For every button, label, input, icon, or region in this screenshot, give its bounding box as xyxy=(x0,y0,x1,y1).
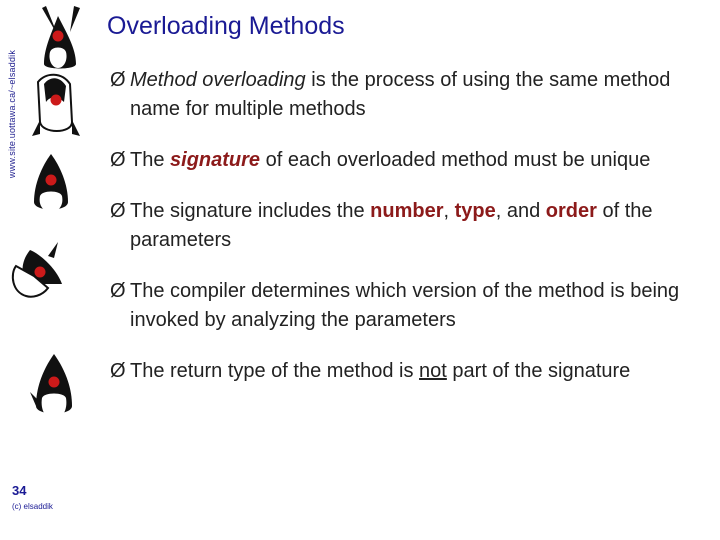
bullet-text: part of the signature xyxy=(446,360,631,382)
duke-mascot-standing-icon xyxy=(26,150,76,218)
bullet-text: is the process of using the same method name for multiple methods xyxy=(130,69,671,120)
bullet-list xyxy=(110,66,710,408)
bullet-text: of each overloaded method must be unique xyxy=(260,149,651,171)
page-number: 34 xyxy=(12,483,27,498)
bullet-text: of the parameters xyxy=(130,200,653,251)
bullet-text: The return type of the method is xyxy=(130,360,420,382)
bullet-arrow-icon: Ø xyxy=(110,360,126,382)
bullet-item xyxy=(110,277,710,335)
bullet-text: , and xyxy=(495,200,546,222)
bullet-text: The compiler determines which version of the method is being invoked by analyzing the parameters xyxy=(130,280,680,331)
sidebar-url-text: www.site.uottawa.ca/~elsaddik xyxy=(7,49,17,179)
bullet-arrow-icon: Ø xyxy=(110,69,126,91)
bullet-text: , xyxy=(443,200,455,222)
bullet-item xyxy=(110,66,710,124)
bullet-text: The xyxy=(130,149,171,171)
bullet-text: The signature includes the xyxy=(130,200,371,222)
bullet-arrow-icon: Ø xyxy=(110,280,126,302)
slide-title: Overloading Methods xyxy=(107,12,345,40)
sidebar-url xyxy=(5,28,19,200)
bullet-item xyxy=(110,197,710,255)
bullet-arrow-icon: Ø xyxy=(110,149,126,171)
underlined-not: not xyxy=(419,360,447,382)
highlight-type: type xyxy=(454,200,496,222)
duke-mascot-jumping-icon xyxy=(28,350,80,430)
highlight-order: order xyxy=(545,200,597,222)
duke-mascot-cartwheel-icon xyxy=(2,236,72,304)
bullet-text-italic: Method overloading xyxy=(130,69,306,91)
duke-mascot-sitting-icon xyxy=(28,62,84,146)
bullet-item xyxy=(110,357,710,386)
highlight-signature: signature xyxy=(170,149,261,171)
highlight-number: number xyxy=(370,200,444,222)
bullet-arrow-icon: Ø xyxy=(110,200,126,222)
copyright-text: (c) elsaddik xyxy=(12,502,53,511)
bullet-item xyxy=(110,146,710,175)
